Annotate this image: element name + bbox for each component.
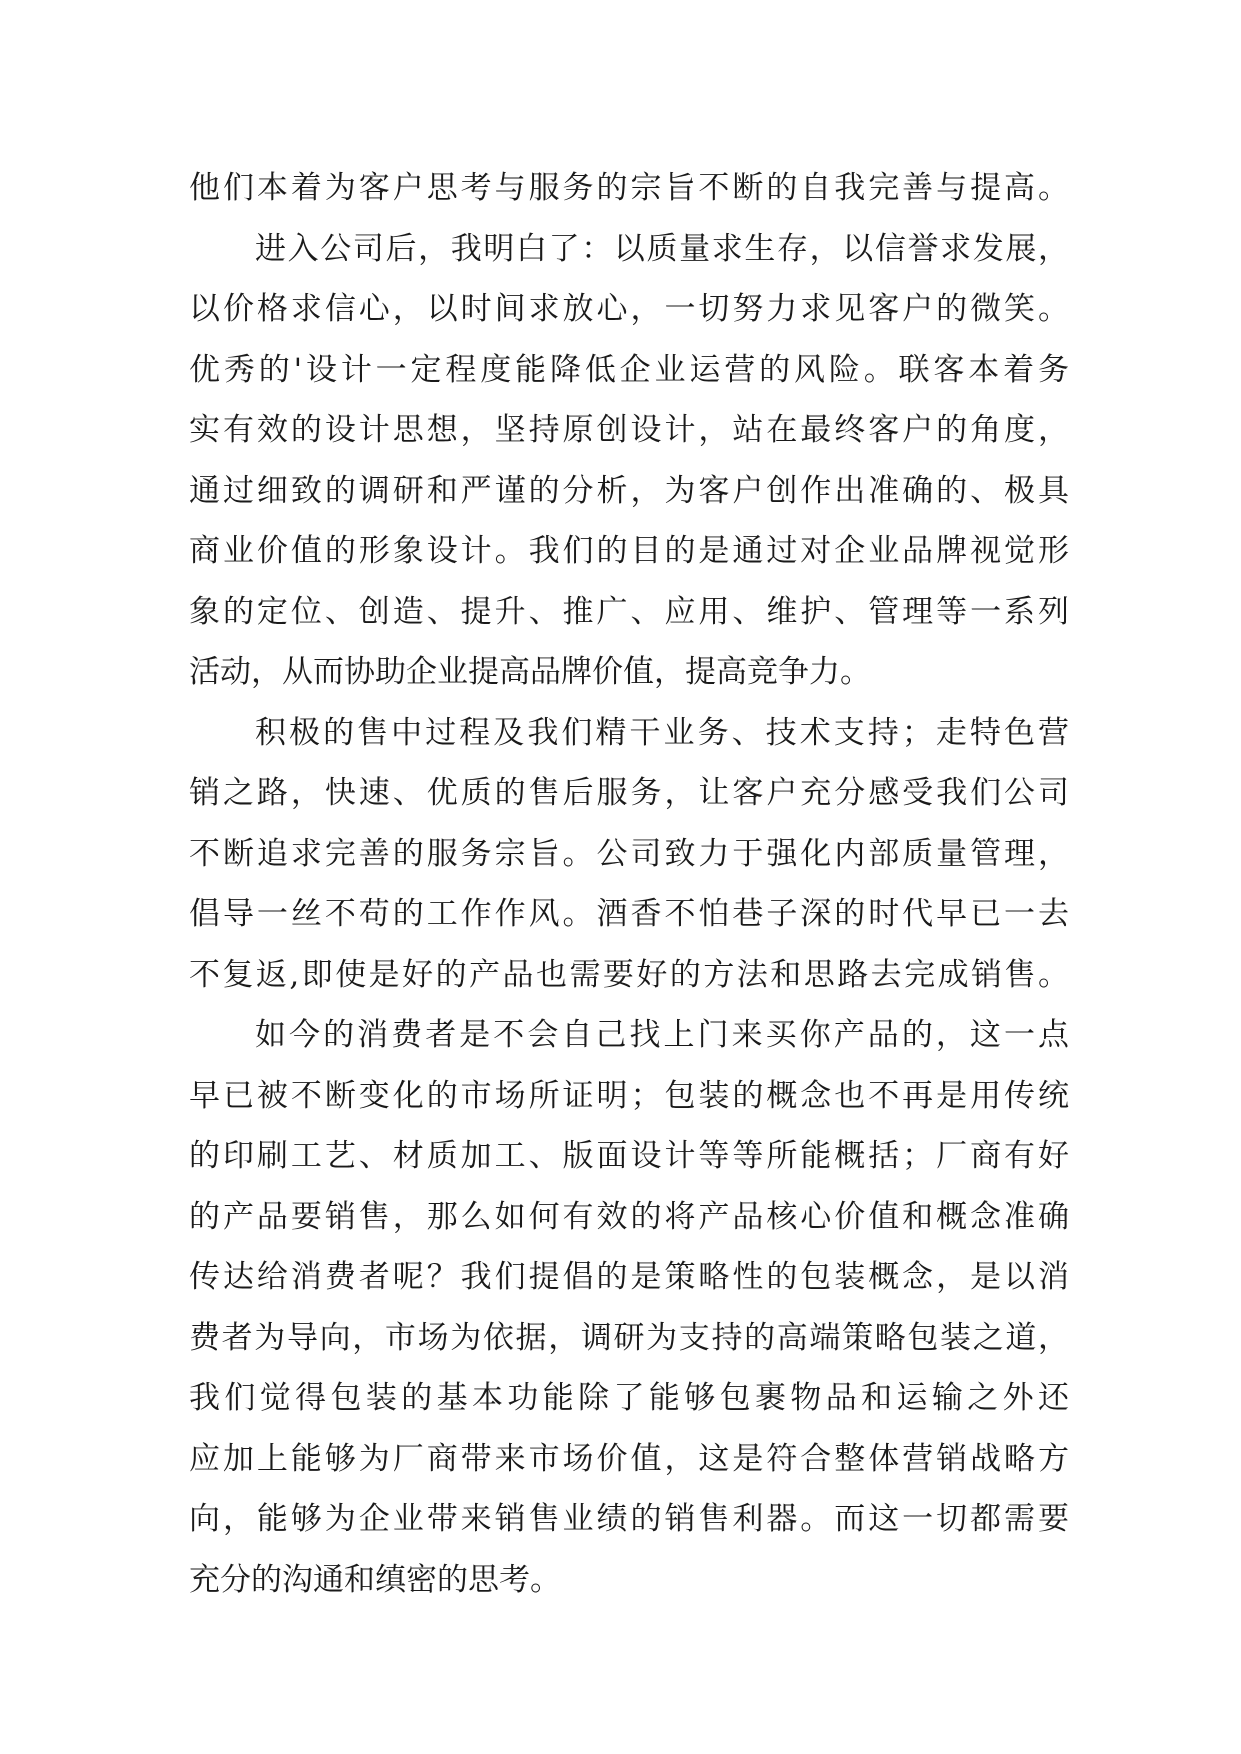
text-line: 积极的售中过程及我们精干业务、技术支持；走特色营 [255,714,1069,751]
text-line: 商业价值的形象设计。我们的目的是通过对企业品牌视觉形 [189,533,1069,569]
text-line: 向，能够为企业带来销售业绩的销售利器。而这一切都需要 [189,1501,1069,1537]
document-body [189,158,1069,1610]
text-line: 充分的沟通和缜密的思考。 [189,1561,561,1598]
text-line: 的产品要销售，那么如何有效的将产品核心价值和概念准确 [189,1198,1069,1235]
text-line: 他们本着为客户思考与服务的宗旨不断的自我完善与提高。 [189,170,1069,206]
text-line: 的印刷工艺、材质加工、版面设计等等所能概括；厂商有好 [189,1138,1069,1174]
text-line: 倡导一丝不苟的工作作风。酒香不怕巷子深的时代早已一去 [189,896,1069,932]
text-line: 通过细致的调研和严谨的分析，为客户创作出准确的、极具 [189,472,1069,509]
text-line: 象的定位、创造、提升、推广、应用、维护、管理等一系列 [189,593,1069,630]
text-line: 活动，从而协助企业提高品牌价值，提高竞争力。 [189,654,871,690]
text-line: 进入公司后，我明白了：以质量求生存，以信誉求发展， [255,230,1069,267]
text-line: 以价格求信心，以时间求放心，一切努力求见客户的微笑。 [189,291,1069,327]
text-line: 实有效的设计思想，坚持原创设计，站在最终客户的角度， [189,412,1069,448]
text-line: 销之路，快速、优质的售后服务，让客户充分感受我们公司 [189,775,1069,811]
text-line: 优秀的'设计一定程度能降低企业运营的风险。联客本着务 [189,351,1069,388]
text-line: 不复返,即使是好的产品也需要好的方法和思路去完成销售。 [189,956,1069,993]
text-line: 应加上能够为厂商带来市场价值，这是符合整体营销战略方 [189,1440,1069,1477]
text-line: 不断追求完善的服务宗旨。公司致力于强化内部质量管理， [189,835,1069,872]
text-line: 早已被不断变化的市场所证明；包装的概念也不再是用传统 [189,1077,1069,1114]
text-line: 费者为导向，市场为依据，调研为支持的高端策略包装之道， [189,1319,1069,1356]
text-line: 传达给消费者呢？我们提倡的是策略性的包装概念，是以消 [189,1259,1069,1295]
text-line: 我们觉得包装的基本功能除了能够包裹物品和运输之外还 [189,1380,1069,1416]
text-line: 如今的消费者是不会自己找上门来买你产品的，这一点 [255,1017,1069,1053]
